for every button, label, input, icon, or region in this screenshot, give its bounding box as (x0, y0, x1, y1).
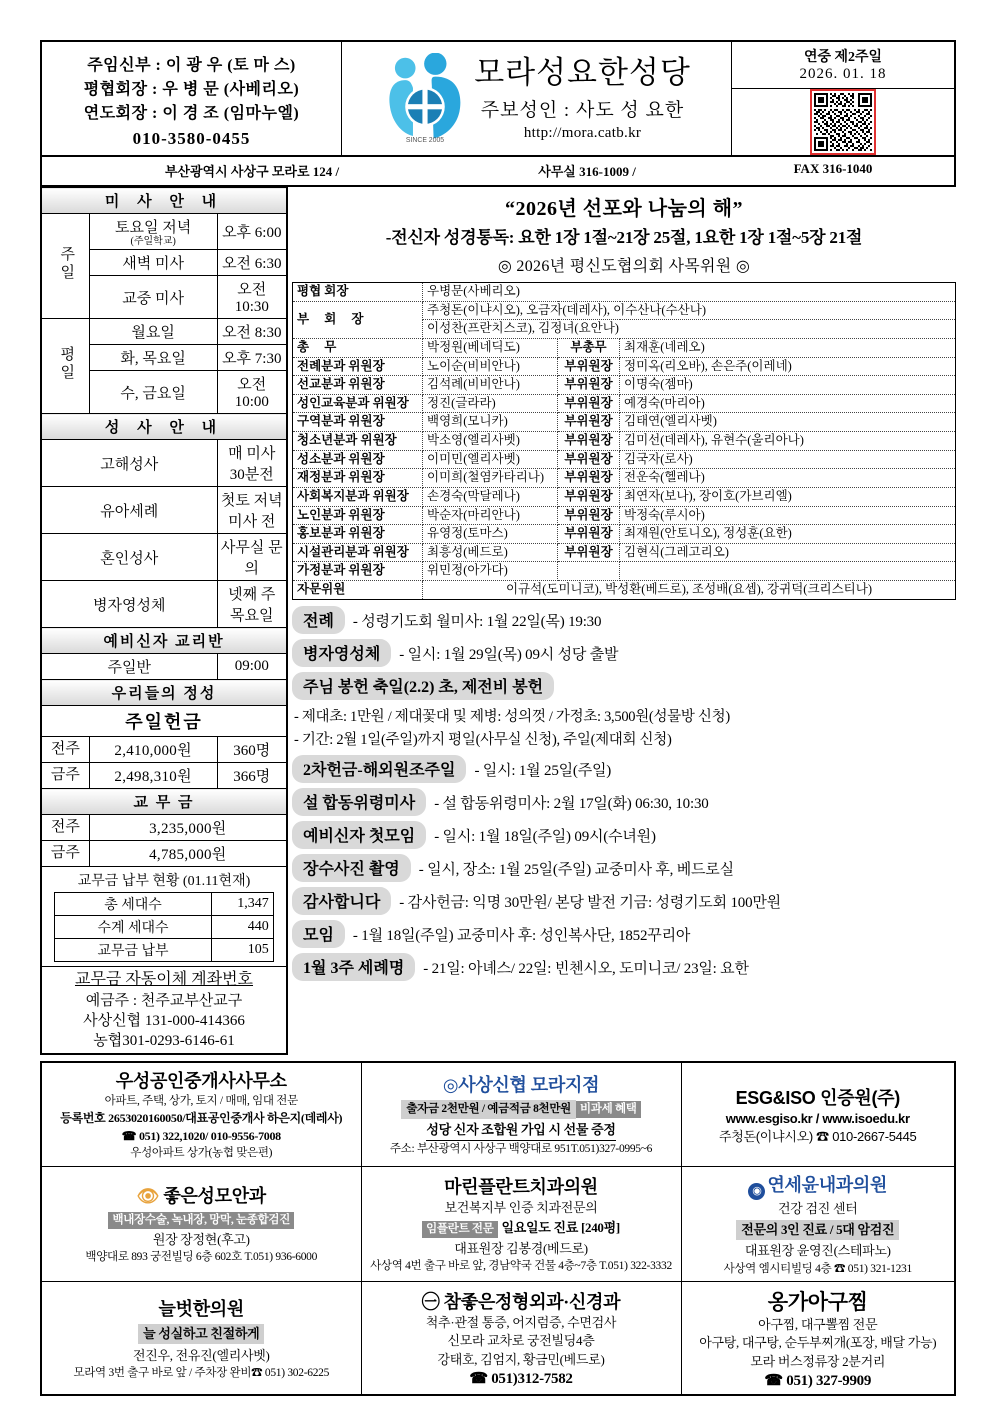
sacrament-name: 병자영성체 (41, 581, 217, 628)
announcement-subline: - 제대초: 1만원 / 제대꽃대 및 제병: 성의껏 / 가정초: 3,500원(성물방 신청) (294, 708, 730, 725)
sunday-offering-title: 주일헌금 (41, 706, 287, 737)
credit-union-logo-icon: ◎ (442, 1075, 459, 1096)
committee-sub-label: 부위원장 (558, 469, 620, 488)
ad-title: 늘벗한의원 (158, 1298, 244, 1319)
table-row (55, 893, 274, 916)
status-value: 440 (211, 916, 273, 939)
ad-title: ◎사상신협 모라지점 (442, 1075, 600, 1096)
mass-schedule-title: 미 사 안 내 (41, 188, 287, 214)
table-row (55, 916, 274, 939)
announcement-item (292, 854, 956, 882)
committee-sub-label (558, 562, 620, 581)
ad-title: ESG&ISO 인증원(주) (735, 1087, 900, 1108)
announcement-pill: 장수사진 촬영 (292, 854, 411, 882)
ad-line: 척추·관절 통증, 어지럼증, 수면검사 (425, 1315, 617, 1331)
slogan-line-2: -전신자 성경통독: 요한 1장 1절~21장 25절, 1요한 1장 1절~5장 21절 (385, 228, 863, 247)
ad-chamjoeun-orthopedics[interactable] (361, 1282, 681, 1395)
ad-line: 모라역 3번 출구 바로 앞 / 주차장 완비☎ 051) 302-6225 (73, 1366, 330, 1379)
committee-role: 가정분과 위원장 (293, 562, 423, 581)
offering-week-label: 금주 (41, 763, 89, 789)
dues-week-label: 금주 (41, 841, 89, 867)
table-row (41, 841, 287, 867)
announcement-pill: 감사합니다 (292, 887, 391, 915)
table-row (41, 487, 287, 534)
mass-name: 토요일 저녁 (주일학교) (89, 214, 217, 250)
ad-yonsei-yoon-internal[interactable] (681, 1167, 955, 1282)
committee-sub-name: 김미선(데레사), 유현수(울리아나) (620, 432, 956, 451)
mass-time: 오전 10:00 (217, 371, 287, 414)
address-bar (40, 157, 956, 187)
committee-name: 최흥성(베드로) (423, 543, 558, 562)
table-row (55, 939, 274, 962)
table-row (293, 450, 956, 469)
account-title: 교무금 자동이체 계좌번호 (74, 971, 254, 988)
office-phone: 사무실 316-1009 / (538, 164, 636, 179)
committee-role: 청소년분과 위원장 (293, 432, 423, 451)
announcement-text: - 일시: 1월 18일(주일) 09시(수녀원) (434, 828, 656, 845)
committee-name: 유영정(토마스) (423, 525, 558, 544)
ad-badge: 전문의 3인 진료 / 5대 암검진 (736, 1220, 899, 1240)
committee-sub-name: 박정숙(루시아) (620, 506, 956, 525)
year-slogan (292, 187, 956, 278)
committee-sub-name: 최재훈(네레오) (620, 338, 956, 357)
committee-sub-label: 부위원장 (558, 357, 620, 376)
account-holder: 예금주 : 천주교부산교구 (85, 992, 243, 1009)
committee-sub-label: 부위원장 (558, 506, 620, 525)
committee-name: 손경숙(막달레나) (423, 487, 558, 506)
sacrament-name: 고해성사 (41, 440, 217, 487)
qr-code-icon[interactable] (810, 89, 876, 155)
announcement-pill: 모임 (292, 920, 345, 948)
catechumen-class-time: 09:00 (217, 654, 287, 680)
left-sidebar (40, 187, 288, 1055)
committee-sub-name: 예경숙(마리아) (620, 394, 956, 413)
ad-sasang-credit-union[interactable] (361, 1062, 681, 1166)
ad-line: 원장 장정현(후고) (152, 1232, 250, 1248)
ad-row (41, 1282, 955, 1395)
mass-name: 월요일 (89, 319, 217, 345)
ad-line: 사상역 엠시티빌딩 4층 ☎ 051) 321-1231 (723, 1262, 912, 1275)
contact-phone: 010-3580-0455 (132, 129, 251, 148)
catechumen-title: 예비신자 교리반 (41, 628, 287, 654)
committee-role: 노인분과 위원장 (293, 506, 423, 525)
church-logo-icon (382, 53, 468, 145)
ad-title: 마린플란트치과의원 (444, 1177, 598, 1198)
committee-name: 김석례(비비안나) (423, 376, 558, 395)
ad-line: 건강 검진 센터 (778, 1201, 858, 1217)
church-website[interactable]: http://mora.catb.kr (523, 124, 642, 141)
ad-title: ◉ 연세윤내과의원 (686, 1171, 951, 1200)
ad-badge-highlight: 비과세 혜택 (576, 1101, 641, 1118)
ad-badge: 출자금 2천만원 / 예금적금 8천만원 (401, 1100, 576, 1119)
mass-time: 오후 6:00 (217, 214, 287, 250)
announcement-text: - 성령기도회 월미사: 1월 22일(목) 19:30 (352, 613, 602, 630)
table-row (293, 432, 956, 451)
table-row (41, 737, 287, 763)
announcement-item (292, 606, 956, 634)
committee-sub-name: 정미옥(리오바), 손은주(이레네) (620, 357, 956, 376)
dues-amount: 3,235,000원 (89, 815, 287, 841)
ad-line: 성당 신자 조합원 가입 시 선물 증정 (426, 1121, 615, 1141)
ad-badge: 늘 성실하고 친절하게 (138, 1324, 264, 1344)
committee-name: 이규석(도미니코), 박성환(베드로), 조성배(요셉), 강귀덕(크리스티나) (423, 581, 956, 600)
committee-sub-label: 부위원장 (558, 487, 620, 506)
committee-role: 구역분과 위원장 (293, 413, 423, 432)
announcement-text: - 일시: 1월 25일(주일) (474, 762, 612, 779)
clinic-logo-icon: ◉ (748, 1183, 765, 1200)
table-row (41, 319, 287, 345)
committee-name: 이미희(철염카타리나) (423, 469, 558, 488)
advertisement-grid (40, 1061, 956, 1395)
announcement-pill: 예비신자 첫모임 (292, 821, 426, 849)
ad-line: 대표원장 윤영진(스테파노) (744, 1243, 891, 1259)
offering-count: 366명 (217, 763, 287, 789)
committee-name: 백영희(모니카) (423, 413, 558, 432)
table-row (293, 376, 956, 395)
committee-sub-name: 김국자(로사) (620, 450, 956, 469)
catechumen-class-name: 주일반 (41, 654, 217, 680)
announcement-item (292, 887, 956, 915)
table-row (41, 763, 287, 789)
table-row (41, 214, 287, 250)
ad-esg-iso[interactable] (681, 1062, 955, 1166)
table-row (41, 440, 287, 487)
header-clergy-block (42, 42, 342, 155)
ad-line: 우성아파트 상가(농협 맞은편) (130, 1147, 273, 1160)
eye-icon: 👁 (136, 1186, 160, 1207)
dues-title: 교 무 금 (41, 789, 287, 815)
committee-name: 박정원(베네딕도) (423, 338, 558, 357)
ad-line: ☎ 051) 322,1020/ 010-9556-7008 (121, 1128, 281, 1143)
ad-line: 전진우, 전유진(엘리사벳) (132, 1347, 270, 1363)
ad-good-sungmo-eye[interactable] (41, 1167, 361, 1282)
committee-name: 이미민(엘리사벳) (423, 450, 558, 469)
yeondo-line: 연도회장 : 이 경 조 (임마누엘) (83, 105, 300, 122)
announcement-text: - 감사헌금: 익명 30만원/ 본당 발전 기금: 성령기도회 100만원 (399, 894, 781, 911)
announcement-item (292, 788, 956, 816)
slogan-line-1: “2026년 선포와 나눔의 해” (504, 198, 744, 220)
header-title-block (342, 42, 732, 155)
ad-line: 대표원장 김봉경(베드로) (454, 1241, 588, 1257)
ad-line: 아파트, 주택, 상가, 토지 / 매매, 임대 전문 (104, 1095, 298, 1108)
church-address: 부산광역시 사상구 모라로 124 / (164, 164, 340, 179)
announcement-item (292, 639, 956, 667)
committee-role: 성인교육분과 위원장 (293, 394, 423, 413)
mass-schedule-table (40, 187, 288, 1055)
header-date-block (732, 42, 954, 155)
committee-sub-label: 부위원장 (558, 432, 620, 451)
committee-role: 성소분과 위원장 (293, 450, 423, 469)
committee-name: 박순자(마리안나) (423, 506, 558, 525)
committee-name: 이성찬(프란치스코), 김정녀(요안나) (423, 320, 956, 339)
committee-sub-label: 부위원장 (558, 525, 620, 544)
status-label: 수계 세대수 (55, 916, 212, 939)
bulletin-header (40, 40, 956, 157)
ad-title: 옹가아구찜 (767, 1290, 868, 1315)
committee-sub-label: 부위원장 (558, 543, 620, 562)
dues-amount: 4,785,000원 (89, 841, 287, 867)
lay-council-line: 평협회장 : 우 병 문 (사베리오) (83, 81, 300, 98)
announcement-text: - 1월 18일(주일) 교중미사 후: 성인복사단, 1852꾸리아 (352, 927, 691, 944)
committee-sub-name: 최재원(안토니오), 정성훈(요한) (620, 525, 956, 544)
dues-status-title: 교무금 납부 현황 (01.11현재) (77, 874, 251, 889)
announcement-pill: 병자영성체 (292, 639, 391, 667)
sacrament-value: 사무실 문의 (217, 534, 287, 581)
committee-sub-name: 김현식(그레고리오) (620, 543, 956, 562)
account-number-nonghyup: 농협301-0293-6146-61 (93, 1033, 235, 1050)
ad-line: 백양대로 893 궁전빌딩 6층 602호 T.051) 936-6000 (85, 1251, 318, 1264)
sunday-group-label: 주일 (41, 214, 89, 319)
main-content (292, 187, 956, 1055)
committee-name: 정진(글라라) (423, 394, 558, 413)
table-row (293, 338, 956, 357)
ad-line: 아구찜, 대구뽈찜 전문 (758, 1317, 878, 1333)
announcement-item (292, 755, 956, 783)
committee-sub-name: 전운숙(헬레나) (620, 469, 956, 488)
status-label: 총 세대수 (55, 893, 212, 916)
announcement-item (292, 953, 956, 981)
svg-text:SINCE 2005: SINCE 2005 (406, 136, 445, 144)
announcement-subline: - 기간: 2월 1일(주일)까지 평일(사무실 신청), 주일(제대회 신청) (294, 731, 672, 748)
announcement-item (292, 920, 956, 948)
account-block (41, 967, 287, 1055)
table-row (293, 562, 956, 581)
table-row (41, 534, 287, 581)
ad-line: 신모라 교차로 궁전빌딩4층 (447, 1333, 595, 1349)
pastor-line: 주임신부 : 이 광 우 (토 마 스) (87, 57, 296, 74)
committee-role: 선교분과 위원장 (293, 376, 423, 395)
ad-line: 주청돈(이냐시오) ☎ 010-2667-5445 (719, 1128, 917, 1144)
ad-ongga-agujjim[interactable] (681, 1282, 955, 1395)
ad-line: 보건복지부 인증 치과전문의 (444, 1200, 598, 1216)
table-row (293, 357, 956, 376)
committee-role: 평협 회장 (293, 283, 423, 302)
announcement-pill: 주님 봉헌 축일(2.2) 초, 제전비 봉헌 (292, 672, 554, 700)
committee-role: 자문위원 (293, 581, 423, 600)
table-row (41, 815, 287, 841)
ad-line: 모라 버스정류장 2분거리 (750, 1353, 886, 1369)
account-number-sinhyup: 사상신협 131-000-414366 (83, 1012, 245, 1029)
table-row (293, 506, 956, 525)
ad-line: 아구탕, 대구탕, 순두부찌개(포장, 배달 가능) (699, 1335, 937, 1351)
table-row (293, 283, 956, 302)
announcement-pill: 설 합동위령미사 (292, 788, 426, 816)
mass-time: 오전 10:30 (217, 276, 287, 319)
ad-title: 👁 좋은성모안과 (136, 1186, 266, 1207)
weekday-group-label: 평일 (41, 319, 89, 414)
offering-week-label: 전주 (41, 737, 89, 763)
committee-role: 시설관리분과 위원장 (293, 543, 423, 562)
mass-time: 오전 8:30 (217, 319, 287, 345)
committee-sub-label: 부위원장 (558, 413, 620, 432)
committee-sub-name: 이명숙(젬마) (620, 376, 956, 395)
ad-woosung-realty[interactable] (41, 1062, 361, 1166)
committee-role: 총 무 (293, 338, 423, 357)
ad-row (41, 1062, 955, 1166)
sacrament-name: 혼인성사 (41, 534, 217, 581)
fax-number: FAX 316-1040 (793, 161, 873, 176)
table-row (293, 469, 956, 488)
announcement-text: - 설 합동위령미사: 2월 17일(화) 06:30, 10:30 (434, 795, 709, 812)
offering-title: 우리들의 정성 (41, 680, 287, 706)
committee-sub-name: 김태연(엘리사벳) (620, 413, 956, 432)
committee-role: 전례분과 위원장 (293, 357, 423, 376)
announcement-pill: 전례 (292, 606, 345, 634)
offering-count: 360명 (217, 737, 287, 763)
committee-name: 노이순(비비안나) (423, 357, 558, 376)
church-name: 모라성요한성당 (474, 55, 691, 91)
table-row (41, 581, 287, 628)
ad-badge: 백내장수술, 녹내장, 망막, 눈종합검진 (108, 1212, 294, 1229)
ad-line: 등록번호 2653020160050/대표공인중개사 하은지(데레사) (60, 1111, 343, 1126)
table-row (293, 301, 956, 320)
ad-marine-plant-dental[interactable] (361, 1167, 681, 1282)
announcements-list (292, 606, 956, 981)
table-row (293, 581, 956, 600)
offering-amount: 2,410,000원 (89, 737, 217, 763)
patron-saint: 주보성인 : 사도 성 요한 (480, 99, 685, 121)
ad-line: 사상역 4번 출구 바로 앞, 경남약국 건물 4층~7층 T.051) 322-3332 (370, 1260, 672, 1273)
issue-date: 2026. 01. 18 (799, 66, 887, 82)
ad-badge: 임플란트 전문 (422, 1221, 497, 1238)
ad-title: ㊀ 참좋은정형외과·신경과 (421, 1292, 621, 1313)
dues-week-label: 전주 (41, 815, 89, 841)
committee-sub-label: 부총무 (558, 338, 620, 357)
sacrament-value: 매 미사 30분전 (217, 440, 287, 487)
announcement-text: - 일시: 1월 29일(목) 09시 성당 출발 (399, 646, 619, 663)
ad-row (41, 1167, 955, 1282)
committee-sub-name (620, 562, 956, 581)
mass-name: 수, 금요일 (89, 371, 217, 414)
committee-sub-label: 부위원장 (558, 450, 620, 469)
table-row (41, 654, 287, 680)
table-row (293, 487, 956, 506)
announcement-pill: 2차헌금-해외원조주일 (292, 755, 466, 783)
ad-badge-after: 일요일도 진료 [240평] (501, 1220, 620, 1236)
committee-sub-name: 최연자(보나), 장이호(가브리엘) (620, 487, 956, 506)
status-value: 105 (211, 939, 273, 962)
ad-line: 강태호, 김엄지, 황금민(베드로) (437, 1351, 605, 1367)
committee-table (292, 282, 956, 600)
ad-phone: ☎ 051) 327-9909 (764, 1372, 872, 1389)
committee-sub-label: 부위원장 (558, 394, 620, 413)
table-row (293, 394, 956, 413)
table-row (293, 413, 956, 432)
committee-role: 부 회 장 (293, 301, 423, 338)
committee-name: 박소영(엘리사벳) (423, 432, 558, 451)
mass-name: 새벽 미사 (89, 250, 217, 276)
ad-phone: ☎ 051)312-7582 (469, 1370, 573, 1387)
offering-amount: 2,498,310원 (89, 763, 217, 789)
committee-role: 사회복지분과 위원장 (293, 487, 423, 506)
announcement-text: - 21일: 아녜스/ 22일: 빈첸시오, 도미니코/ 23일: 요한 (423, 960, 749, 977)
announcement-item (292, 821, 956, 849)
liturgical-day: 연중 제2주일 (803, 50, 883, 65)
ad-neulbeot-oriental-clinic[interactable] (41, 1282, 361, 1395)
clinic-seal-icon: ㊀ (421, 1292, 440, 1313)
table-row (293, 543, 956, 562)
table-row (293, 525, 956, 544)
mass-time: 오전 6:30 (217, 250, 287, 276)
ad-line: www.esgiso.kr / www.isoedu.kr (725, 1110, 910, 1126)
committee-name: 위민정(아가다) (423, 562, 558, 581)
status-value: 1,347 (211, 893, 273, 916)
ad-line: 주소: 부산광역시 사상구 백양대로 951T.051)327-0995~6 (389, 1143, 653, 1156)
committee-role: 재정분과 위원장 (293, 469, 423, 488)
ad-title: 우성공인중개사사무소 (115, 1071, 287, 1092)
committee-role: 홍보분과 위원장 (293, 525, 423, 544)
mass-time: 오후 7:30 (217, 345, 287, 371)
announcement-item (292, 672, 956, 749)
slogan-line-3: ◎ 2026년 평신도협의회 사목위원 ◎ (497, 258, 751, 275)
sacrament-title: 성 사 안 내 (41, 414, 287, 440)
mass-name: 화, 목요일 (89, 345, 217, 371)
sacrament-name: 유아세례 (41, 487, 217, 534)
announcement-pill: 1월 3주 세례명 (292, 953, 415, 981)
announcement-text: - 일시, 장소: 1월 25일(주일) 교중미사 후, 베드로실 (418, 861, 734, 878)
mass-name: 교중 미사 (89, 276, 217, 319)
sacrament-value: 넷째 주 목요일 (217, 581, 287, 628)
status-label: 교무금 납부 (55, 939, 212, 962)
committee-sub-label: 부위원장 (558, 376, 620, 395)
committee-name: 주청돈(이냐시오), 오금자(데레사), 이수산나(수산나) (423, 301, 956, 320)
dues-status-table (54, 892, 274, 962)
committee-name: 우병문(사베리오) (423, 283, 956, 302)
sacrament-value: 첫토 저녁미사 전 (217, 487, 287, 534)
